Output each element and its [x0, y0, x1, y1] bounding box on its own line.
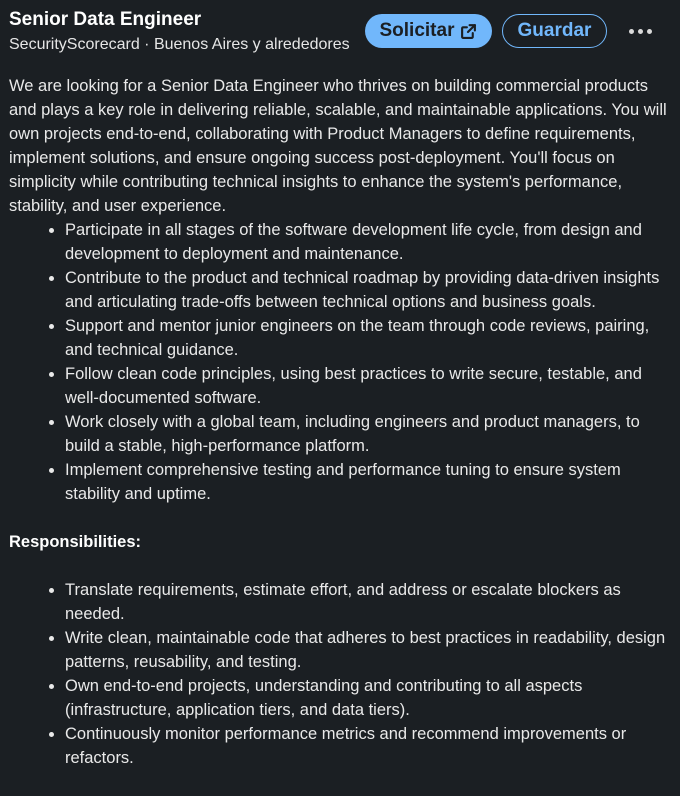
- apply-button[interactable]: [365, 14, 492, 48]
- responsibilities-heading: Responsibilities:: [9, 533, 142, 551]
- list-item: • Write clean, maintainable code that adheres to best practices in readability, design patterns, reusability, and testing.: [65, 626, 669, 674]
- job-header: [0, 0, 680, 64]
- dot: [647, 29, 652, 34]
- list-item: • Work closely with a global team, including engineers and product managers, to build a stable, high-performance platform.: [65, 410, 669, 458]
- save-button[interactable]: Guardar: [502, 14, 607, 48]
- list-item: • Support and mentor junior engineers on the team through code reviews, pairing, and technical guidance.: [65, 314, 669, 362]
- list-item: • Continuously monitor performance metrics and recommend improvements or refactors.: [65, 722, 669, 770]
- list-item: • Contribute to the product and technical roadmap by providing data-driven insights and articulating trade-offs between technical options and business goals.: [65, 266, 669, 314]
- dot: [629, 29, 634, 34]
- list-item: • Own end-to-end projects, understanding and contributing to all aspects (infrastructure, application tiers, and data tiers).: [65, 674, 669, 722]
- list-item: • Participate in all stages of the software development life cycle, from design and development to deployment and maintenance.: [65, 218, 669, 266]
- list-item: • Implement comprehensive testing and performance tuning to ensure system stability and uptime.: [65, 458, 669, 506]
- responsibilities-list: [9, 578, 669, 770]
- bullet-list: [9, 218, 669, 506]
- job-description: [9, 74, 669, 770]
- apply-button-label: Solicitar: [379, 20, 455, 41]
- dot: [638, 29, 643, 34]
- intro-paragraph: We are looking for a Senior Data Engineer who thrives on building commercial products and plays a key role in delivering reliable, scalable, and maintainable applications. You will own projects end-to-end, collaborating with Product Managers to define requirements, implement solutions, and ensure ongoing success post-deployment. You'll focus on simplicity while contributing technical insights to enhance the system's performance, stability, and user experience.: [9, 77, 667, 215]
- external-link-icon: [460, 23, 477, 40]
- more-horizontal-icon[interactable]: [620, 16, 660, 46]
- list-item: • Follow clean code principles, using best practices to write secure, testable, and well-documented software.: [65, 362, 669, 410]
- company-location[interactable]: SecurityScorecard · Buenos Aires y alrededores: [9, 36, 350, 53]
- job-title: Senior Data Engineer: [9, 9, 202, 30]
- list-item: • Translate requirements, estimate effort, and address or escalate blockers as needed.: [65, 578, 669, 626]
